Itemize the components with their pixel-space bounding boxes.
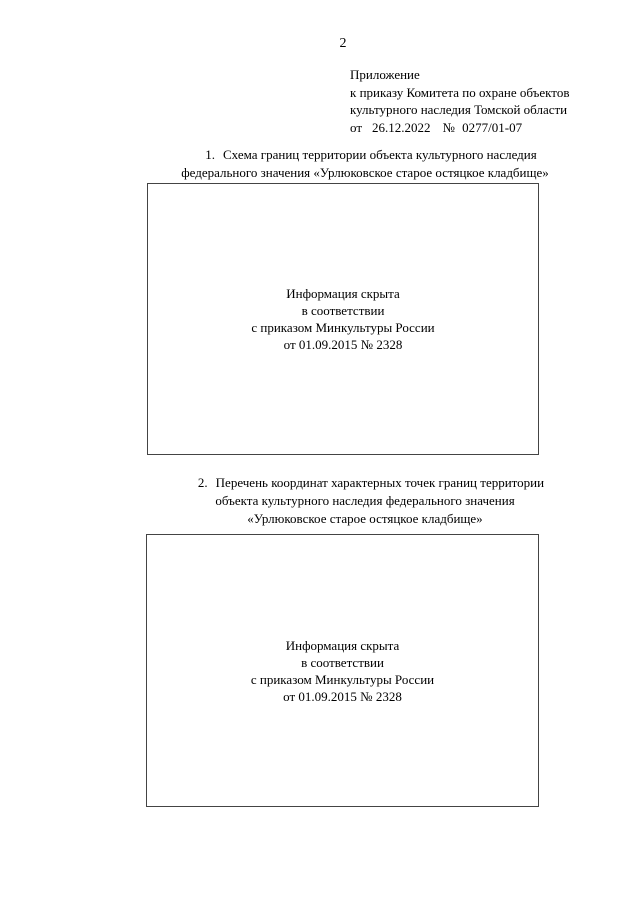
appendix-title: Приложение — [350, 67, 420, 82]
hidden-note-line: от 01.09.2015 № 2328 — [283, 337, 403, 352]
hidden-note-line: в соответствии — [301, 654, 384, 670]
section-2-title-line-1: 2. Перечень координат характерных точек границ территории — [197, 475, 545, 490]
section-2-hidden-coordinates-box — [146, 534, 539, 807]
section-1-hidden-info-note — [251, 285, 434, 353]
section-1-hidden-scheme-box — [147, 183, 539, 455]
section-2-title-line-3: «Урлюковское старое остяцкое кладбище» — [247, 511, 483, 526]
section-2-title-line-2: объекта культурного наследия федерального значения — [215, 493, 515, 508]
section-2-hidden-info-note — [251, 637, 434, 705]
hidden-note-line: с приказом Минкультуры России — [250, 671, 435, 687]
appendix-header — [350, 66, 635, 136]
hidden-note-line: в соответствии — [301, 303, 385, 318]
order-number: 0277/01-07 — [462, 119, 523, 135]
order-prefix: от — [350, 119, 363, 135]
appendix-committee-region: культурного наследия Томской области — [350, 102, 568, 117]
hidden-note-line: от 01.09.2015 № 2328 — [283, 688, 402, 704]
order-number-sign: № — [442, 119, 455, 135]
section-1-title-line-2: федерального значения «Урлюковское старое остяцкое кладбище» — [181, 165, 549, 180]
section-1-title — [130, 146, 600, 182]
appendix-order-reference: к приказу Комитета по охране объектов — [350, 84, 570, 100]
appendix-order-details — [350, 119, 635, 137]
hidden-note-line: Информация скрыта — [286, 286, 400, 301]
order-date: 26.12.2022 — [372, 119, 431, 135]
section-1-title-line-1: 1. Схема границ территории объекта культурного наследия — [205, 147, 537, 162]
hidden-note-line: с приказом Минкультуры России — [251, 320, 435, 335]
section-1-number: 1. — [205, 147, 216, 162]
section-2-number: 2. — [197, 475, 208, 490]
hidden-note-line: Информация скрыта — [285, 637, 400, 653]
page-number: 2 — [339, 36, 347, 51]
section-2-title — [130, 474, 600, 528]
